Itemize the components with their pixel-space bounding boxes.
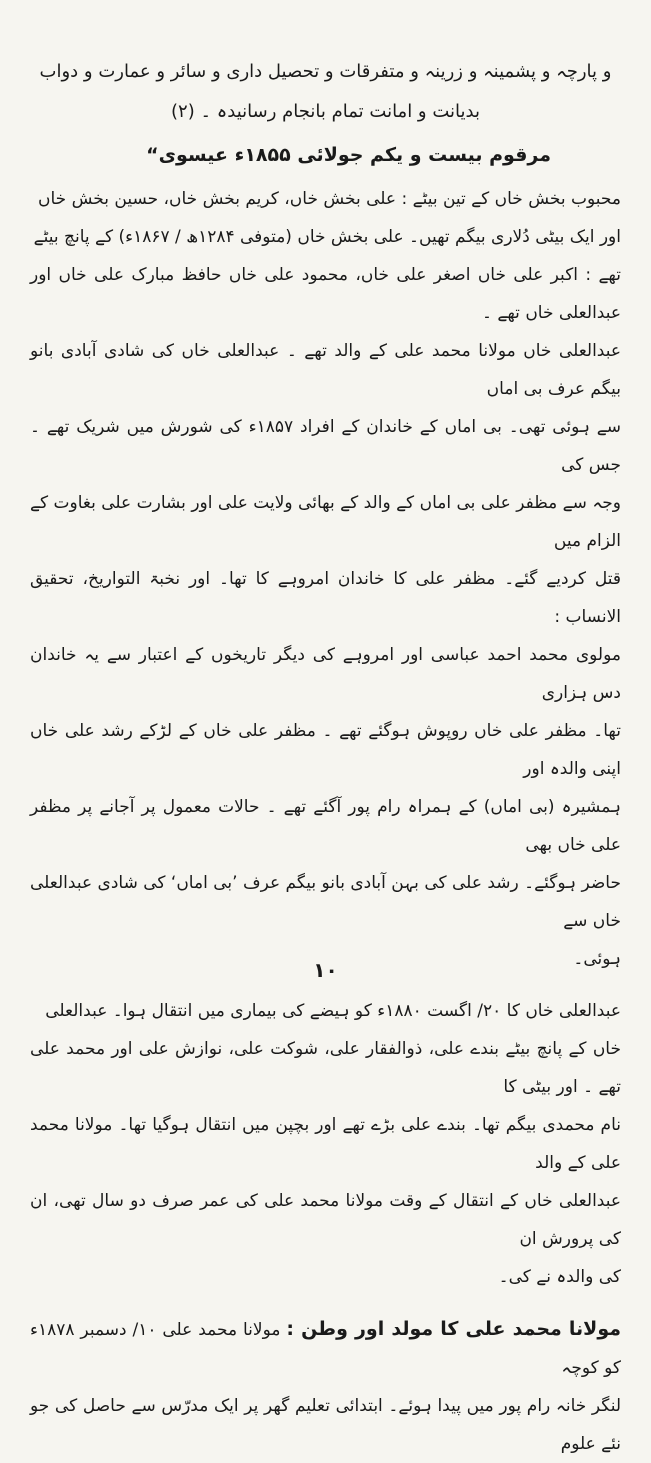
paragraph-line: کی والدہ نے کی۔	[498, 1267, 621, 1287]
section-heading: مولانا محمد علی کا مولد اور وطن :	[286, 1318, 621, 1340]
section-text: مولانا محمد علی ۱۰/ دسمبر ۱۸۷۸ء کو کوچہ	[30, 1320, 621, 1378]
paragraph-line: لنگر خانہ رام پور میں پیدا ہوئے۔ ابتدائی تعلیم گھر پر ایک مدرّس سے حاصل کی جو نئے علوم	[30, 1396, 621, 1454]
paragraph-line: قتل کردیے گئے۔ مظفر علی کا خاندان امروہے کا تھا۔ اور نخبۃ التواریخ، تحقیق الانساب :	[30, 569, 621, 627]
paragraph-line: مولوی محمد احمد عباسی اور امروہے کی دیگر تاریخوں کے اعتبار سے یہ خاندان دس ہزاری	[30, 645, 621, 703]
paragraph-1	[30, 180, 621, 978]
paragraph-line: عبدالعلی خاں کے انتقال کے وقت مولانا محمد علی کی عمر صرف دو سال تھی، ان کی پرورش ان	[30, 1191, 621, 1249]
paragraph-line: حاضر ہوگئے۔ رشد علی کی بہن آبادی بانو بیگم عرف ’بی اماں‘ کی شادی عبدالعلی خاں سے	[30, 873, 621, 931]
paragraph-line: تھے : اکبر علی خاں اصغر علی خاں، محمود علی خاں حافظ مبارک علی خاں اور عبدالعلی خاں تھے ۔	[30, 265, 621, 323]
paragraph-2	[30, 992, 621, 1296]
paragraph-line: نام محمدی بیگم تھا۔ بندے علی بڑے تھے اور بچپن میں انتقال ہوگیا تھا۔ مولانا محمد علی کے والد	[30, 1115, 621, 1173]
paragraph-line: ہمشیرہ (بی اماں) کے ہمراہ رام پور آگئے تھے ۔ حالات معمول پر آجانے پر مظفر علی خاں بھی	[30, 797, 621, 855]
paragraph-line: خاں کے پانچ بیٹے بندے علی، ذوالفقار علی، شوکت علی، نوازش علی اور محمد علی تھے ۔ اور بیٹی کا	[30, 1039, 621, 1097]
paragraph-line: اور ایک بیٹی دُلاری بیگم تھیں۔ علی بخش خاں (متوفی ۱۲۸۴ھ / ۱۸۶۷ء) کے پانچ بیٹے	[33, 227, 621, 247]
paragraph-line: وجہ سے مظفر علی بی اماں کے والد کے بھائی ولایت علی اور بشارت علی بغاوت کے الزام میں	[30, 493, 621, 551]
quoted-document-header	[30, 52, 621, 132]
page-number: ۱۰	[313, 958, 338, 982]
dateline: مرقوم بیست و یکم جولائی ۱۸۵۵ء عیسوی“	[146, 144, 551, 166]
paragraph-line: ہوئی۔	[573, 949, 621, 969]
paragraph-line: تھا۔ مظفر علی خاں روپوش ہوگئے تھے ۔ مظفر علی خاں کے لڑکے رشد علی خاں اپنی والدہ اور	[30, 721, 621, 779]
section-birthplace	[30, 1310, 621, 1463]
header-line-2: بدیانت و امانت تمام بانجام رسانیدہ ۔ (۲)	[171, 101, 480, 122]
paragraph-line: عبدالعلی خاں کا ۲۰/ اگست ۱۸۸۰ء کو ہیضے کی بیماری میں انتقال ہوا۔ عبدالعلی	[45, 1001, 621, 1021]
paragraph-line: محبوب بخش خاں کے تین بیٹے : علی بخش خاں، کریم بخش خاں، حسین بخش خاں	[38, 189, 621, 209]
paragraph-line: سے ہوئی تھی۔ بی اماں کے خاندان کے افراد ۱۸۵۷ء کی شورش میں شریک تھے ۔ جس کی	[30, 417, 621, 475]
section-first-line	[30, 1310, 621, 1387]
header-line-1: و پارچہ و پشمینہ و زرینہ و متفرقات و تحصیل داری و سائر و عمارت و دواب	[39, 61, 612, 82]
paragraph-line: عبدالعلی خاں مولانا محمد علی کے والد تھے ۔ عبدالعلی خاں کی شادی آبادی بانو بیگم عرف بی اماں	[30, 341, 621, 399]
